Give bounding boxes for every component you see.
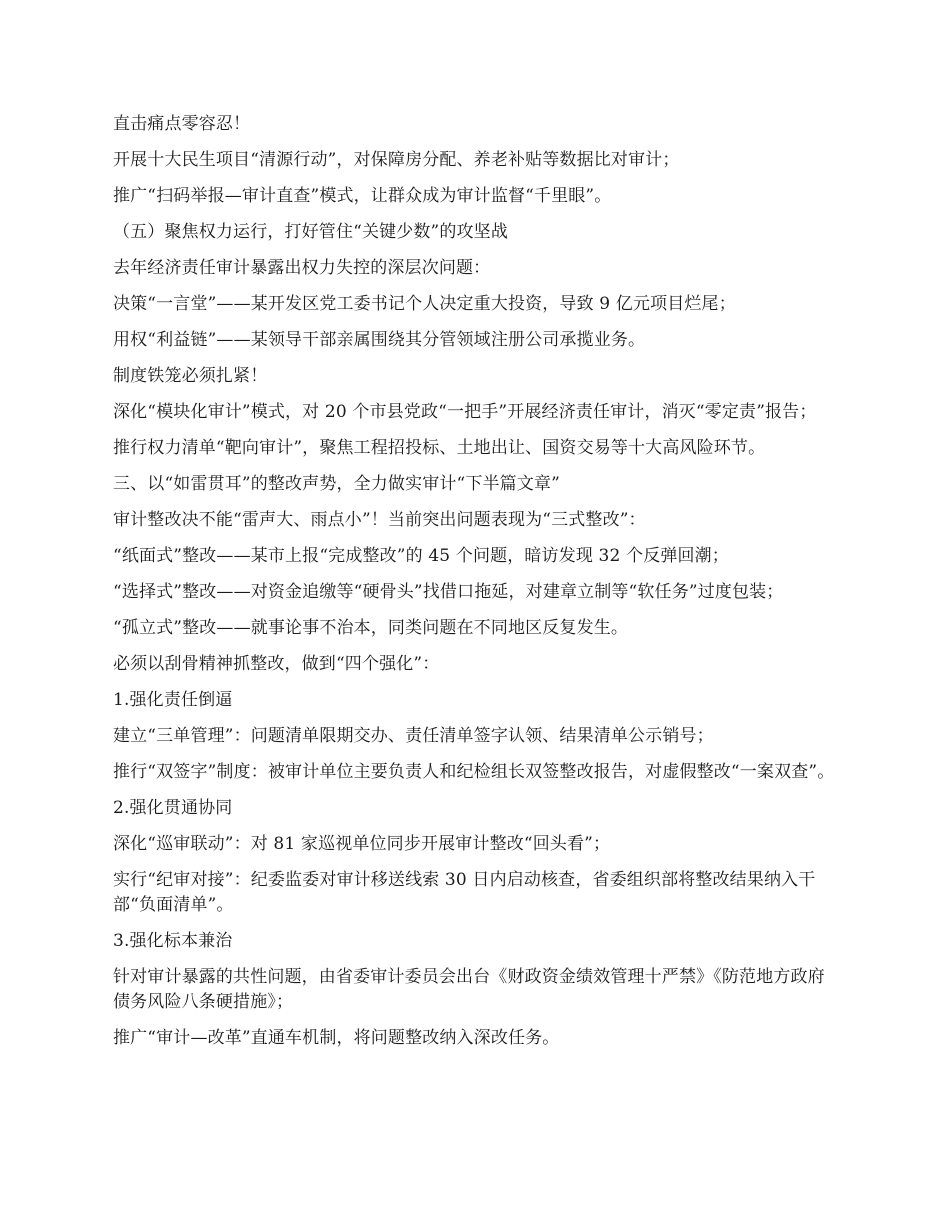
paragraph: 推行“双签字”制度：被审计单位主要负责人和纪检组长双签整改报告，对虚假整改“一案双查”。 — [113, 762, 835, 782]
paragraph: 针对审计暴露的共性问题，由省委审计委员会出台《财政资金绩效管理十严禁》《防范地方政府债务风险八条硬措施》； — [113, 967, 825, 1012]
paragraph: 推广“审计—改革”直通车机制，将问题整改纳入深改任务。 — [113, 1028, 560, 1048]
section-heading: 三、以“如雷贯耳”的整改声势，全力做实审计“下半篇文章” — [113, 474, 560, 494]
paragraph: 去年经济责任审计暴露出权力失控的深层次问题： — [113, 258, 491, 278]
paragraph: 必须以刮骨精神抓整改，做到“四个强化”： — [113, 654, 440, 674]
paragraph: “孤立式”整改——就事论事不治本，同类问题在不同地区反复发生。 — [113, 618, 629, 638]
paragraph: 直击痛点零容忍！ — [113, 114, 251, 134]
subsection-heading: 3.强化标本兼治 — [113, 931, 233, 951]
paragraph: 深化“模块化审计”模式，对 20 个市县党政“一把手”开展经济责任审计，消灭“零定责”报告； — [113, 402, 817, 422]
section-heading: （五）聚焦权力运行，打好管住“关键少数”的攻坚战 — [113, 222, 508, 242]
paragraph: 建立“三单管理”：问题清单限期交办、责任清单签字认领、结果清单公示销号； — [113, 726, 714, 746]
paragraph: 制度铁笼必须扎紧！ — [113, 366, 268, 386]
paragraph: 审计整改决不能“雷声大、雨点小”！当前突出问题表现为“三式整改”： — [113, 510, 646, 530]
paragraph: 开展十大民生项目“清源行动”，对保障房分配、养老补贴等数据比对审计； — [113, 150, 680, 170]
paragraph: 实行“纪审对接”：纪委监委对审计移送线索 30 日内启动核查，省委组织部将整改结果纳入干部“负面清单”。 — [113, 870, 816, 915]
paragraph: 推行权力清单“靶向审计”，聚焦工程招投标、土地出让、国资交易等十大高风险环节。 — [113, 438, 766, 458]
paragraph: “选择式”整改——对资金追缴等“硬骨头”找借口拖延，对建章立制等“软任务”过度包装； — [113, 582, 784, 602]
paragraph: 深化“巡审联动”：对 81 家巡视单位同步开展审计整改“回头看”； — [113, 834, 611, 854]
paragraph: 推广“扫码举报—审计直查”模式，让群众成为审计监督“千里眼”。 — [113, 186, 612, 206]
paragraph: 决策“一言堂”——某开发区党工委书记个人决定重大投资，导致 9 亿元项目烂尾； — [113, 294, 736, 314]
paragraph: 用权“利益链”——某领导干部亲属围绕其分管领域注册公司承揽业务。 — [113, 330, 646, 350]
paragraph: “纸面式”整改——某市上报“完成整改”的 45 个问题，暗访发现 32 个反弹回潮； — [113, 546, 729, 566]
subsection-heading: 2.强化贯通协同 — [113, 798, 233, 818]
subsection-heading: 1.强化责任倒逼 — [113, 690, 233, 710]
